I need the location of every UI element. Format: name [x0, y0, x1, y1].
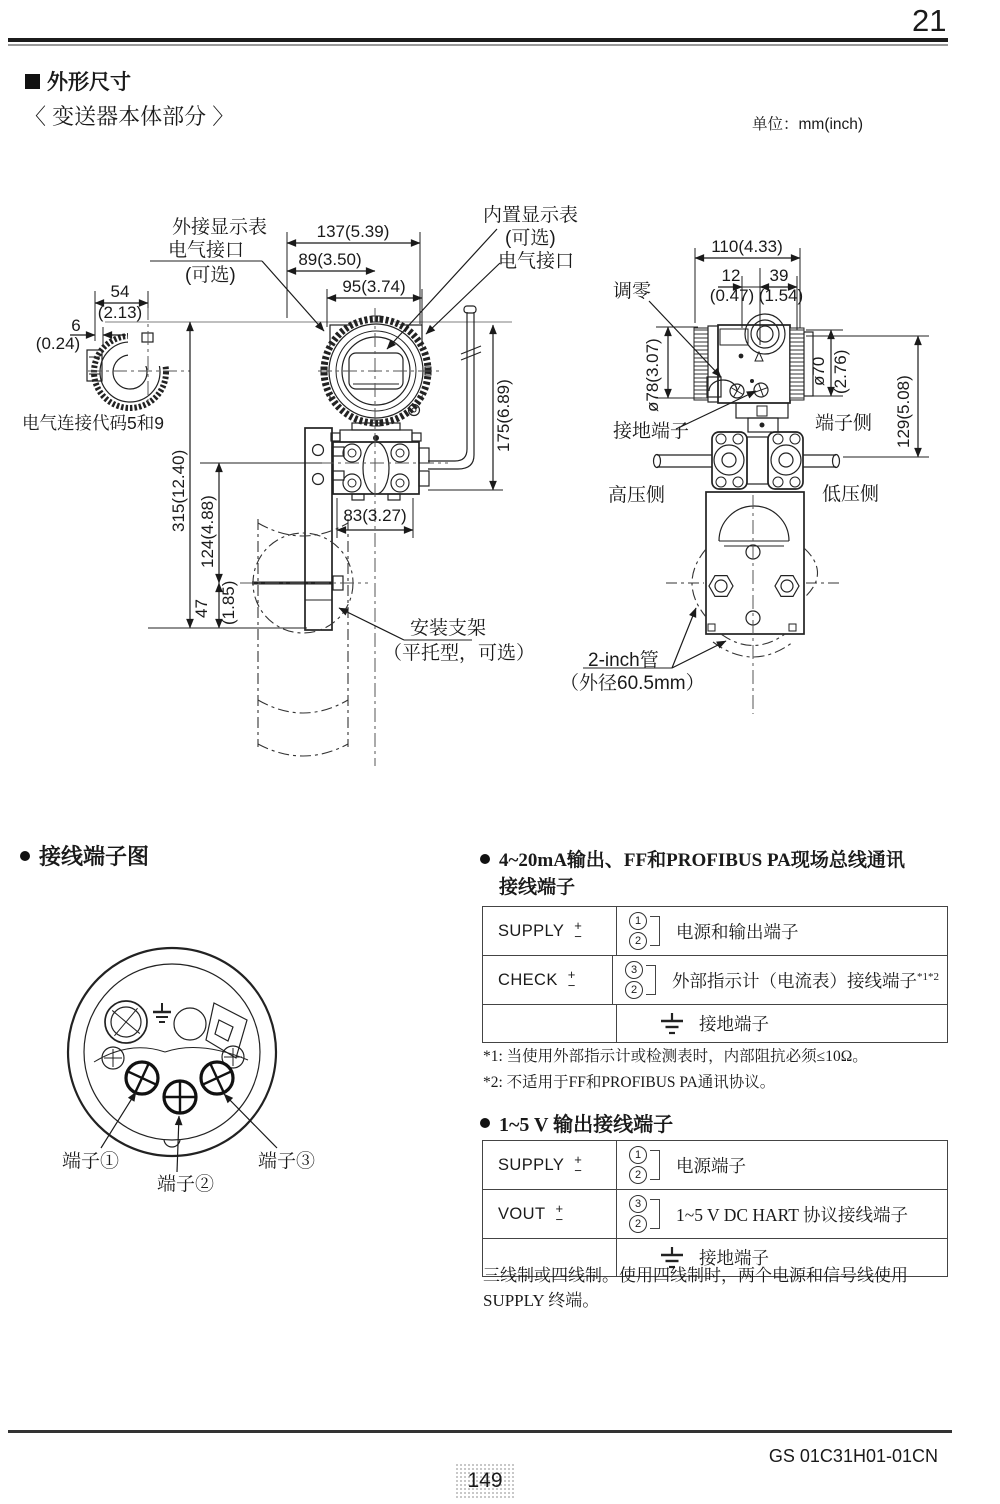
- wiring-footnote: 三线制或四线制。使用四线制时，两个电源和信号线使用SUPPLY 终端。: [483, 1266, 908, 1310]
- polarity-signs: [555, 1200, 564, 1227]
- terminal-description: 接地端子: [699, 1014, 769, 1034]
- terminal-diagram-drawing: [62, 948, 315, 1195]
- dim-70: ø70: [809, 356, 828, 386]
- terminal-diagram-heading: [20, 840, 149, 871]
- terminal-desc-cell: [617, 1141, 947, 1189]
- wiring-heading-1b: [499, 872, 575, 899]
- dim-12-inch: (0.47): [709, 286, 755, 305]
- circled-number: 3: [629, 1195, 647, 1213]
- label-external-meter-3: (可选): [185, 265, 236, 286]
- dim-110: 110(4.33): [711, 237, 783, 256]
- minus-sign: −: [555, 1212, 564, 1227]
- label-conduit: 电气接口: [498, 251, 575, 272]
- plus-sign: +: [574, 917, 582, 933]
- wiring-table-4-20ma: [482, 906, 948, 1043]
- label-connection-code: 电气连接代码5和9: [22, 413, 164, 433]
- minus-sign: −: [567, 978, 576, 993]
- label-external-meter-1: 外接显示表: [172, 217, 268, 238]
- footnote-2: *2: 不适用于FF和PROFIBUS PA通讯协议。: [483, 1074, 776, 1091]
- page-footer-number: 149: [455, 1463, 515, 1499]
- bullet-icon: [20, 851, 30, 861]
- plus-sign: +: [555, 1200, 564, 1216]
- note-reference: *1*2: [917, 970, 939, 983]
- circled-number: 2: [625, 981, 643, 999]
- dim-39-inch: (1.54): [758, 286, 804, 305]
- wiring-heading-1: [480, 845, 905, 872]
- dim-6: 6: [71, 316, 81, 335]
- section-square-icon: [25, 74, 40, 89]
- label-ground-terminal: 接地端子: [613, 421, 690, 442]
- label-2inch-pipe-1: 2-inch管: [588, 650, 659, 671]
- terminal-name-cell: [483, 907, 617, 955]
- dim-137: 137(5.39): [316, 222, 390, 241]
- table-row: [483, 955, 947, 1004]
- label-bracket-2: （平托型，可选）: [383, 643, 536, 664]
- label-terminal-2: 端子②: [157, 1174, 215, 1195]
- bullet-icon: [480, 854, 490, 864]
- wiring-heading-2: [480, 1108, 673, 1137]
- circled-number: 2: [629, 932, 647, 950]
- dim-175: 175(6.89): [494, 379, 513, 452]
- terminal-name-cell: [483, 1005, 617, 1042]
- dim-95: 95(3.74): [342, 277, 406, 296]
- circled-number: 1: [629, 912, 647, 930]
- connection-code-detail: [87, 306, 190, 408]
- header-rule: [8, 38, 948, 42]
- front-view-drawing: [22, 204, 578, 766]
- terminal-diagram-heading-text: 接线端子图: [39, 844, 150, 869]
- terminal-name: VOUT: [498, 1204, 546, 1223]
- terminal-bracket-icon: [646, 965, 656, 995]
- label-integral-meter-2: (可选): [505, 228, 556, 249]
- dim-129: 129(5.08): [894, 375, 913, 448]
- plus-sign: +: [574, 1151, 582, 1167]
- document-number: GS 01C31H01-01CN: [768, 1446, 938, 1466]
- dim-89: 89(3.50): [298, 250, 362, 269]
- dim-124: 124(4.88): [198, 495, 217, 568]
- dim-47-inch: (1.85): [219, 580, 238, 625]
- terminal-description-text: 外部指示计（电流表）接线端子: [672, 970, 917, 991]
- label-integral-meter-1: 内置显示表: [483, 205, 579, 226]
- label-2inch-pipe-2: （外径60.5mm）: [560, 673, 705, 694]
- dim-54: 54: [110, 282, 130, 301]
- polarity-signs: [574, 1151, 582, 1178]
- header-rule-shadow: [8, 44, 948, 46]
- terminal-bracket-icon: [650, 1150, 660, 1180]
- unit-note: 单位：mm(inch): [752, 116, 864, 133]
- terminal-numbers: [629, 1146, 647, 1184]
- terminal-name: SUPPLY: [498, 921, 565, 940]
- minus-sign: −: [574, 1163, 582, 1178]
- dim-12: 12: [721, 266, 741, 285]
- terminal-description: 电源端子: [676, 1155, 746, 1176]
- side-view-drawing: [560, 237, 929, 714]
- circled-number: 3: [625, 961, 643, 979]
- page-number: 21: [912, 3, 947, 38]
- label-external-meter-2: 电气接口: [168, 240, 245, 261]
- terminal-bracket-icon: [650, 1199, 660, 1229]
- label-high-pressure-side: 高压侧: [608, 485, 666, 506]
- label-terminal-1: 端子①: [62, 1151, 120, 1172]
- terminal-name: CHECK: [498, 970, 558, 989]
- terminal-name-cell: [483, 1190, 617, 1238]
- footer-rule: [8, 1430, 952, 1433]
- terminal-description: 电源和输出端子: [676, 921, 799, 942]
- terminal-desc-cell: [617, 907, 947, 955]
- dim-54-inch: (2.13): [97, 303, 143, 322]
- circled-number: 2: [629, 1215, 647, 1233]
- dim-39: 39: [769, 266, 789, 285]
- plus-sign: +: [567, 966, 576, 982]
- terminal-bracket-icon: [650, 916, 660, 946]
- terminal-name: SUPPLY: [498, 1155, 565, 1174]
- terminal-desc-cell: [613, 956, 947, 1004]
- dim-6-inch: (0.24): [35, 334, 81, 353]
- section-title: [25, 66, 131, 96]
- table-row: [483, 1189, 947, 1238]
- dim-83: 83(3.27): [343, 506, 407, 525]
- terminal-name-cell: [483, 1141, 617, 1189]
- ground-symbol-icon: [657, 1011, 687, 1037]
- table-row: [483, 1004, 947, 1042]
- footnote-1: *1: 当使用外部指示计或检测表时，内部阻抗必须≤10Ω。: [483, 1048, 868, 1065]
- polarity-signs: [567, 966, 576, 993]
- dim-47: 47: [192, 599, 211, 618]
- label-terminal-side: 端子侧: [815, 413, 873, 434]
- subsection-title: 〈 变送器本体部分 〉: [24, 104, 235, 129]
- terminal-numbers: [625, 961, 643, 999]
- label-zero-adjust: 调零: [613, 281, 652, 302]
- minus-sign: −: [574, 929, 582, 944]
- wiring-heading-1-line1: 4~20mA输出、FF和PROFIBUS PA现场总线通讯: [499, 850, 905, 871]
- table-row: [483, 907, 947, 955]
- dim-70-inch: (2.76): [831, 349, 850, 394]
- table-row: [483, 1141, 947, 1189]
- wiring-heading-1-line2: 接线端子: [499, 877, 576, 898]
- section-title-text: 外形尺寸: [47, 71, 131, 94]
- dim-315: 315(12.40): [169, 449, 188, 532]
- polarity-signs: [574, 917, 582, 944]
- label-bracket-1: 安装支架: [410, 618, 487, 639]
- terminal-desc-cell: [617, 1190, 947, 1238]
- circled-number: 1: [629, 1146, 647, 1164]
- label-terminal-3: 端子③: [258, 1151, 316, 1172]
- terminal-numbers: [629, 912, 647, 950]
- bullet-icon: [480, 1118, 490, 1128]
- terminal-description: [672, 968, 939, 993]
- wiring-table-1-5v: [482, 1140, 948, 1277]
- terminal-desc-cell: [617, 1006, 947, 1042]
- label-low-pressure-side: 低压侧: [822, 484, 880, 505]
- dim-78: ø78(3.07): [643, 338, 662, 412]
- circled-number: 2: [629, 1166, 647, 1184]
- wiring-heading-2-text: 1~5 V 输出接线端子: [499, 1114, 674, 1136]
- terminal-description: 1~5 V DC HART 协议接线端子: [676, 1204, 909, 1225]
- terminal-numbers: [629, 1195, 647, 1233]
- terminal-name-cell: [483, 956, 613, 1004]
- terminal-description: 接地端子: [699, 1248, 769, 1268]
